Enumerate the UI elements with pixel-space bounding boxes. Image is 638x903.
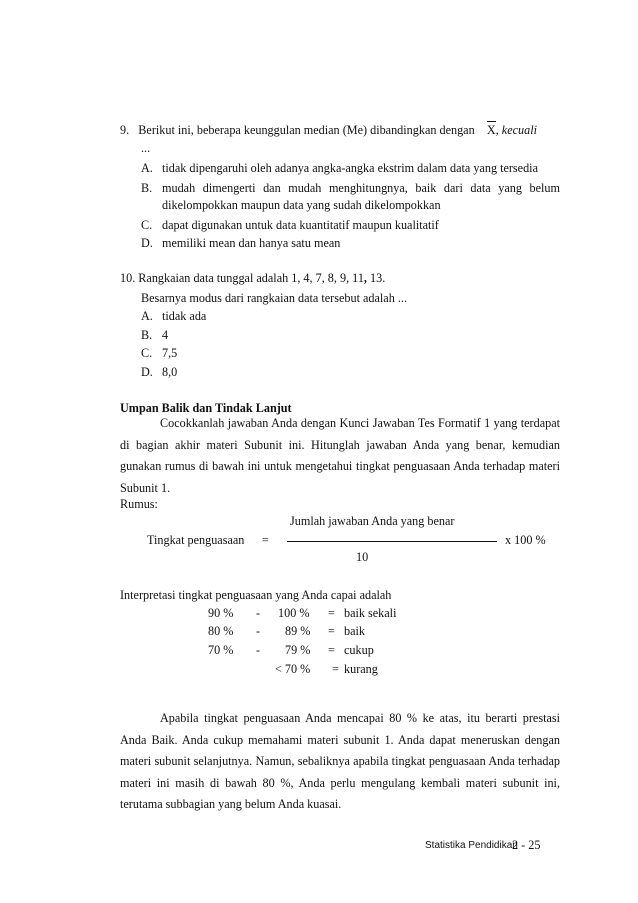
- question-10-stem: [120, 270, 385, 286]
- option-text: dapat digunakan untuk data kuantitatif maupun kualitatif: [162, 218, 439, 232]
- range-dash: -: [256, 624, 261, 638]
- range-to: 100 %: [278, 606, 310, 620]
- rumus-label: Rumus:: [120, 497, 158, 511]
- question-9-stem: [120, 122, 537, 138]
- range-from: 80 %: [208, 624, 234, 638]
- fraction-bar: [287, 541, 497, 542]
- feedback-paragraph: [120, 413, 560, 499]
- range-from: 70 %: [208, 643, 234, 657]
- range-label: kurang: [344, 662, 378, 676]
- formula-equals: =: [262, 533, 269, 547]
- formula-denominator: 10: [356, 550, 369, 564]
- question-number: 9.: [120, 123, 130, 137]
- range-from: 90 %: [208, 606, 234, 620]
- formula-multiplier: x 100 %: [505, 533, 546, 547]
- range-to: 89 %: [285, 624, 311, 638]
- question-10-line2: Besarnya modus dari rangkaian data tersebut adalah ...: [141, 291, 407, 305]
- formula-numerator: Jumlah jawaban Anda yang benar: [290, 514, 455, 528]
- feedback-text: Cocokkanlah jawaban Anda dengan Kunci Jawaban Tes Formatif 1 yang terdapat di bagian akhir materi Subunit ini. Hitunglah jawaban Anda yang benar, kemudian gunakan rumus di bawah ini untuk mengetahui tingkat penguasaan Anda terhadap materi Subunit 1.: [120, 416, 560, 495]
- interpretation-intro: Interpretasi tingkat penguasaan yang Anda capai adalah: [120, 588, 392, 602]
- option-text: tidak ada: [162, 309, 207, 323]
- page-number: 2 - 25: [512, 838, 541, 852]
- option-letter: B.: [141, 181, 153, 195]
- x-bar-symbol: X: [486, 123, 496, 137]
- range-eq: =: [328, 643, 335, 657]
- question-tail: , kecuali: [495, 123, 537, 137]
- range-to: 79 %: [285, 643, 311, 657]
- question-comma: ,: [363, 271, 367, 285]
- range-to: < 70 %: [275, 662, 311, 676]
- option-letter: C.: [141, 346, 153, 360]
- range-label: baik: [344, 624, 365, 638]
- option-text: 4: [162, 328, 169, 342]
- option-text: memiliki mean dan hanya satu mean: [162, 236, 341, 250]
- question-text: Rangkaian data tunggal adalah 1, 4, 7, 8, 9, 11: [138, 271, 364, 285]
- option-text: 8,0: [162, 365, 178, 379]
- question-number: 10.: [120, 271, 136, 285]
- question-text: Berikut ini, beberapa keunggulan median (Me) dibandingkan dengan: [138, 123, 475, 137]
- closing-paragraph: [120, 708, 560, 816]
- question-9-ellipsis: ...: [141, 141, 151, 155]
- option-letter: A.: [141, 309, 153, 323]
- question-text-end: 13.: [366, 271, 386, 285]
- range-eq: =: [332, 662, 339, 676]
- option-text-continued: dikelompokkan maupun data yang sudah dikelompokkan: [162, 198, 441, 212]
- option-letter: C.: [141, 218, 153, 232]
- option-text: mudah dimengerti dan mudah menghitungnya, baik dari data yang belum: [162, 181, 560, 195]
- footer-course: Statistika Pendidikan: [425, 840, 518, 851]
- range-label: baik sekali: [344, 606, 397, 620]
- formula-lhs: Tingkat penguasaan: [147, 533, 245, 547]
- option-text: 7,5: [162, 346, 178, 360]
- option-text: tidak dipengaruhi oleh adanya angka-angka ekstrim dalam data yang tersedia: [162, 161, 538, 175]
- range-dash: -: [256, 643, 261, 657]
- option-letter: A.: [141, 161, 153, 175]
- range-dash: -: [256, 606, 261, 620]
- closing-text: Apabila tingkat penguasaan Anda mencapai 80 % ke atas, itu berarti prestasi Anda Baik. Anda cukup memahami materi subunit 1. Anda dapat meneruskan dengan materi subunit selanjutnya. Namun, sebaliknya apabila tingkat penguasaan Anda terhadap materi ini masih di bawah 80 %, Anda perlu mengulang kembali materi subunit ini, terutama subbagian yang belum Anda kuasai.: [120, 711, 560, 812]
- option-letter: D.: [141, 365, 153, 379]
- range-eq: =: [328, 606, 335, 620]
- option-letter: B.: [141, 328, 153, 342]
- option-letter: D.: [141, 236, 153, 250]
- range-label: cukup: [344, 643, 374, 657]
- range-eq: =: [328, 624, 335, 638]
- section-heading: Umpan Balik dan Tindak Lanjut: [120, 401, 292, 415]
